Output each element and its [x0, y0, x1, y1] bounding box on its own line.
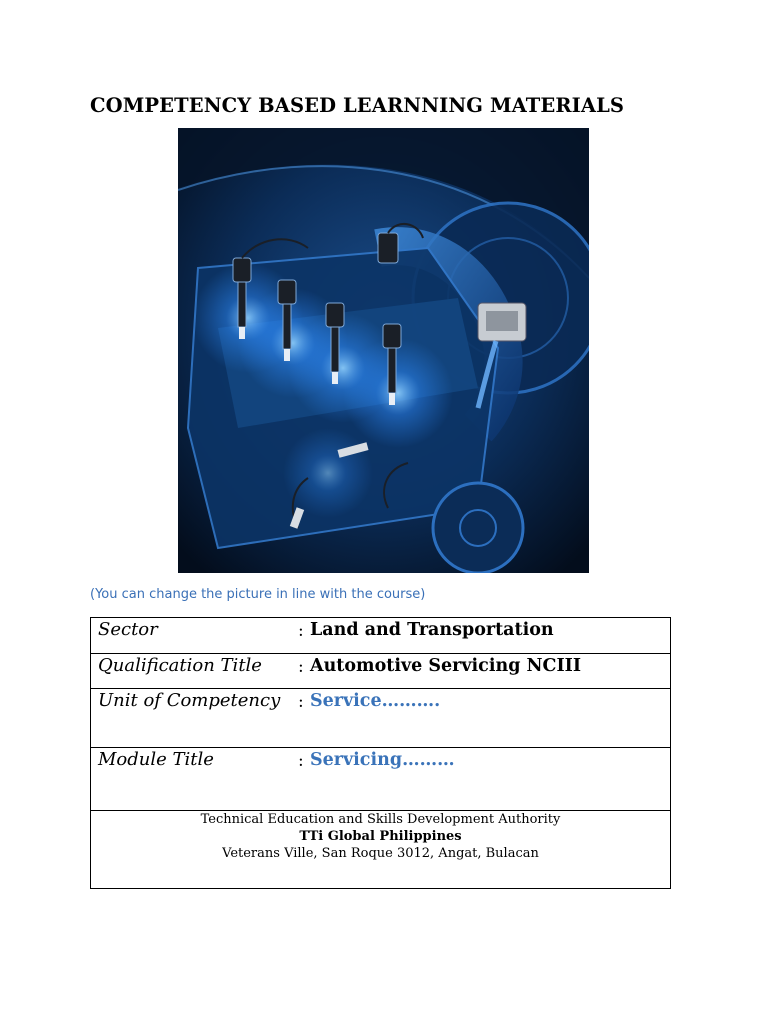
table-row — [91, 689, 671, 748]
qualification-title-value: Automotive Servicing NCIII — [310, 656, 582, 676]
sector-colon: : — [298, 621, 304, 641]
module-title-value: Servicing……… — [310, 750, 455, 770]
table-row — [91, 811, 671, 889]
authority-name: Technical Education and Skills Development Authority — [200, 812, 561, 827]
module-info-table — [90, 617, 671, 889]
document-title: COMPETENCY BASED LEARNNING MATERIALS — [90, 94, 625, 117]
sector-value: Land and Transportation — [310, 620, 554, 640]
qualification-title-label: Qualification Title — [98, 655, 262, 676]
table-row — [91, 748, 671, 811]
picture-change-note: (You can change the picture in line with the course) — [90, 587, 426, 602]
module-title-label: Module Title — [98, 749, 214, 770]
unit-of-competency-value: Service………. — [310, 691, 441, 711]
institution-name: TTi Global Philippines — [299, 829, 462, 844]
engine-ignition-coils-illustration — [178, 128, 589, 573]
unit-of-competency-label: Unit of Competency — [98, 690, 281, 711]
engine-illustration — [178, 128, 589, 573]
table-row — [91, 618, 671, 654]
sector-label: Sector — [98, 619, 158, 640]
unit-of-competency-colon: : — [298, 692, 304, 712]
table-row — [91, 654, 671, 689]
qualification-title-colon: : — [298, 657, 304, 677]
institution-footer — [91, 811, 670, 862]
institution-address: Veterans Ville, San Roque 3012, Angat, Bulacan — [222, 846, 539, 861]
module-title-colon: : — [298, 751, 304, 771]
